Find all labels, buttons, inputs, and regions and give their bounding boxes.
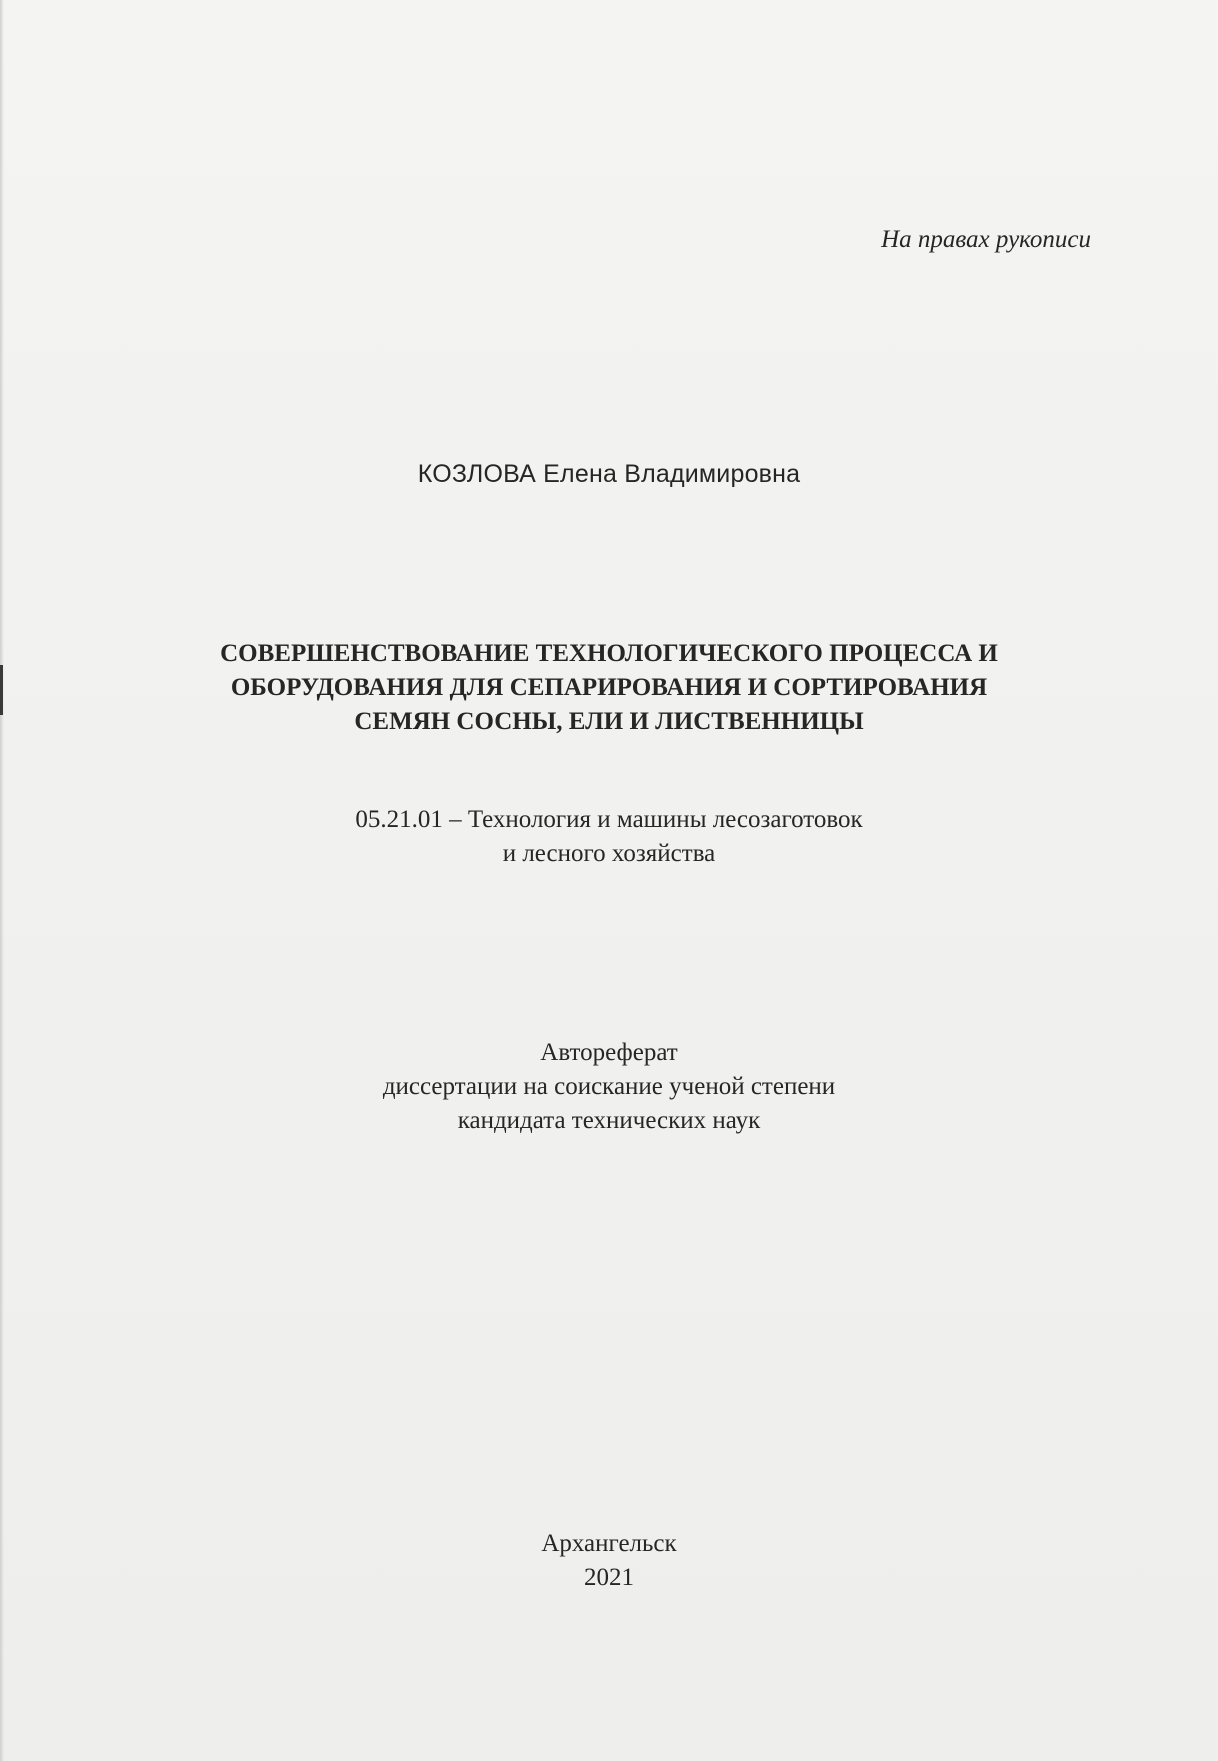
title-line-1: СОВЕРШЕНСТВОВАНИЕ ТЕХНОЛОГИЧЕСКОГО ПРОЦЕССА И [220, 640, 998, 667]
title-line-2: ОБОРУДОВАНИЯ ДЛЯ СЕПАРИРОВАНИЯ И СОРТИРОВАНИЯ [230, 674, 988, 701]
abstract-line-3: кандидата технических наук [457, 1107, 761, 1134]
specialty-line-2: и лесного хозяйства [502, 840, 716, 867]
abstract-line-2: диссертации на соискание ученой степени [382, 1073, 836, 1100]
specialty-code [0, 803, 1218, 871]
abstract-description [0, 1036, 1218, 1138]
title-line-3: СЕМЯН СОСНЫ, ЕЛИ И ЛИСТВЕННИЦЫ [354, 708, 864, 735]
year: 2021 [584, 1564, 634, 1591]
dissertation-title [0, 637, 1218, 739]
city: Архангельск [541, 1530, 677, 1557]
imprint [0, 1527, 1218, 1595]
page-edge-shadow [0, 0, 4, 1761]
specialty-line-1: 05.21.01 – Технология и машины лесозаготовок [355, 806, 863, 833]
abstract-line-1: Автореферат [540, 1039, 678, 1066]
rights-note: На правах рукописи [881, 226, 1091, 253]
author-name: КОЗЛОВА Елена Владимировна [417, 460, 801, 488]
